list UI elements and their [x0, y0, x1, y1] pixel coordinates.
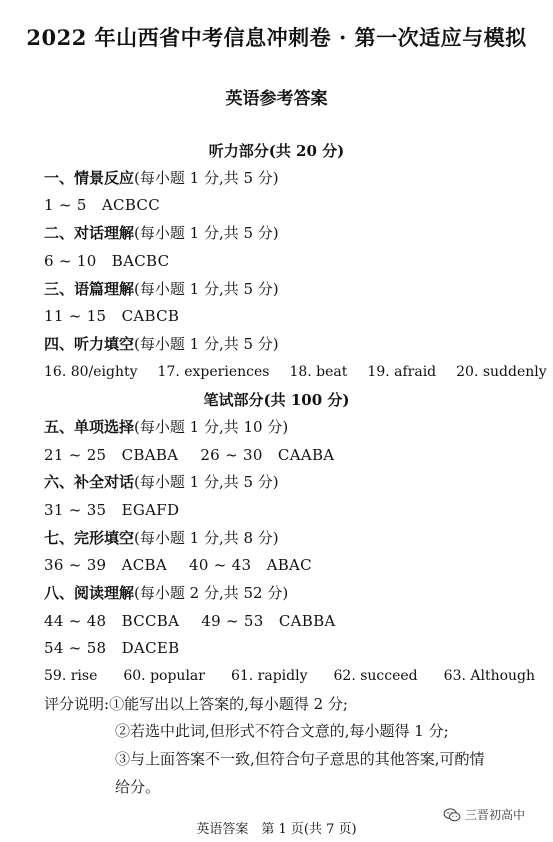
answer-key: ABAC — [266, 556, 312, 574]
section-8-header — [44, 583, 288, 603]
section-note: (每小题 1 分,共 5 分) — [134, 280, 279, 298]
section-note: (每小题 1 分,共 8 分) — [134, 529, 279, 547]
answer-range: 40 ~ 43 — [188, 556, 252, 574]
answer-key: EGAFD — [121, 501, 180, 519]
section-5-answers — [44, 445, 334, 465]
answer-key: CABBA — [278, 612, 336, 630]
section-note: (每小题 1 分,共 10 分) — [134, 418, 289, 436]
section-1-header — [44, 168, 279, 188]
answer-key: ACBCC — [101, 196, 160, 214]
answer-range: 6 ~ 10 — [44, 252, 97, 270]
section-6-answers — [44, 500, 179, 520]
section-title: 一、情景反应 — [44, 169, 135, 187]
section-6-header — [44, 472, 279, 492]
answer-key: DACEB — [121, 639, 180, 657]
section-note: (每小题 1 分,共 5 分) — [134, 335, 279, 353]
section-3-header — [44, 279, 279, 299]
section-note: (每小题 1 分,共 5 分) — [134, 224, 279, 242]
answer-range: 11 ~ 15 — [44, 307, 107, 325]
fill-answer: 61. rapidly — [230, 668, 308, 684]
section-8-answers-b — [44, 638, 179, 658]
section-note: (每小题 2 分,共 52 分) — [134, 584, 289, 602]
answer-key: CBABA — [121, 446, 179, 464]
section-5-header — [44, 417, 288, 437]
section-note: (每小题 1 分,共 5 分) — [134, 473, 279, 491]
answer-range: 54 ~ 58 — [44, 639, 107, 657]
scoring-rule-2: ②若选中此词,但形式不符合文意的,每小题得 1 分; — [115, 722, 449, 740]
section-note: (每小题 1 分,共 5 分) — [134, 169, 279, 187]
answer-key: ACBA — [121, 556, 167, 574]
answer-key: BCCBA — [121, 612, 180, 630]
section-7-header — [44, 528, 279, 548]
section-title: 六、补全对话 — [44, 473, 135, 491]
section-title: 二、对话理解 — [44, 224, 135, 242]
answer-range: 31 ~ 35 — [44, 501, 107, 519]
page-title: 2022 年山西省中考信息冲刺卷 · 第一次适应与模拟 — [26, 25, 527, 50]
section-4-header — [44, 334, 279, 354]
section-title: 四、听力填空 — [44, 335, 135, 353]
answer-range: 36 ~ 39 — [44, 556, 107, 574]
page-subtitle: 英语参考答案 — [225, 89, 328, 109]
fill-answer: 19. afraid — [367, 364, 437, 380]
answer-key: CABCB — [121, 307, 180, 325]
scoring-label: 评分说明: — [44, 695, 110, 713]
fill-answer: 20. suddenly — [456, 364, 547, 380]
section-4-answers — [44, 362, 547, 382]
fill-answer: 18. beat — [289, 364, 348, 380]
scoring-rule-3: ③与上面答案不一致,但符合句子意思的其他答案,可酌情 — [115, 750, 485, 768]
section-2-answers — [44, 251, 169, 271]
scoring-rule-1: 评分说明:①能写出以上答案的,每小题得 2 分; — [44, 695, 348, 713]
writing-heading: 笔试部分(共 100 分) — [203, 391, 350, 409]
fill-answer: 16. 80/eighty — [44, 364, 138, 380]
answer-range: 26 ~ 30 — [200, 446, 263, 464]
section-title: 七、完形填空 — [44, 529, 135, 547]
watermark-text: 三晋初高中 — [465, 808, 526, 822]
section-8-answers-a — [44, 611, 336, 631]
answer-key: CAABA — [277, 446, 335, 464]
listening-heading: 听力部分(共 20 分) — [208, 142, 345, 160]
fill-answer: 17. experiences — [157, 364, 270, 380]
answer-range: 49 ~ 53 — [201, 612, 264, 630]
fill-answer: 63. Although — [443, 668, 536, 684]
fill-answer: 59. rise — [44, 668, 98, 684]
section-title: 五、单项选择 — [44, 418, 135, 436]
answer-range: 44 ~ 48 — [44, 612, 107, 630]
section-8-fill-answers — [44, 666, 535, 686]
section-1-answers — [44, 195, 160, 215]
scoring-rule-3-cont: 给分。 — [115, 778, 161, 796]
section-7-answers — [44, 555, 312, 575]
answer-range: 21 ~ 25 — [44, 446, 107, 464]
answer-key: BACBC — [111, 252, 170, 270]
section-title: 八、阅读理解 — [44, 584, 135, 602]
section-3-answers — [44, 306, 179, 326]
section-2-header — [44, 223, 279, 243]
fill-answer: 60. popular — [123, 668, 205, 684]
answer-range: 1 ~ 5 — [44, 196, 87, 214]
section-title: 三、语篇理解 — [44, 280, 135, 298]
fill-answer: 62. succeed — [333, 668, 418, 684]
page-footer: 英语答案 第 1 页(共 7 页) — [196, 822, 357, 837]
